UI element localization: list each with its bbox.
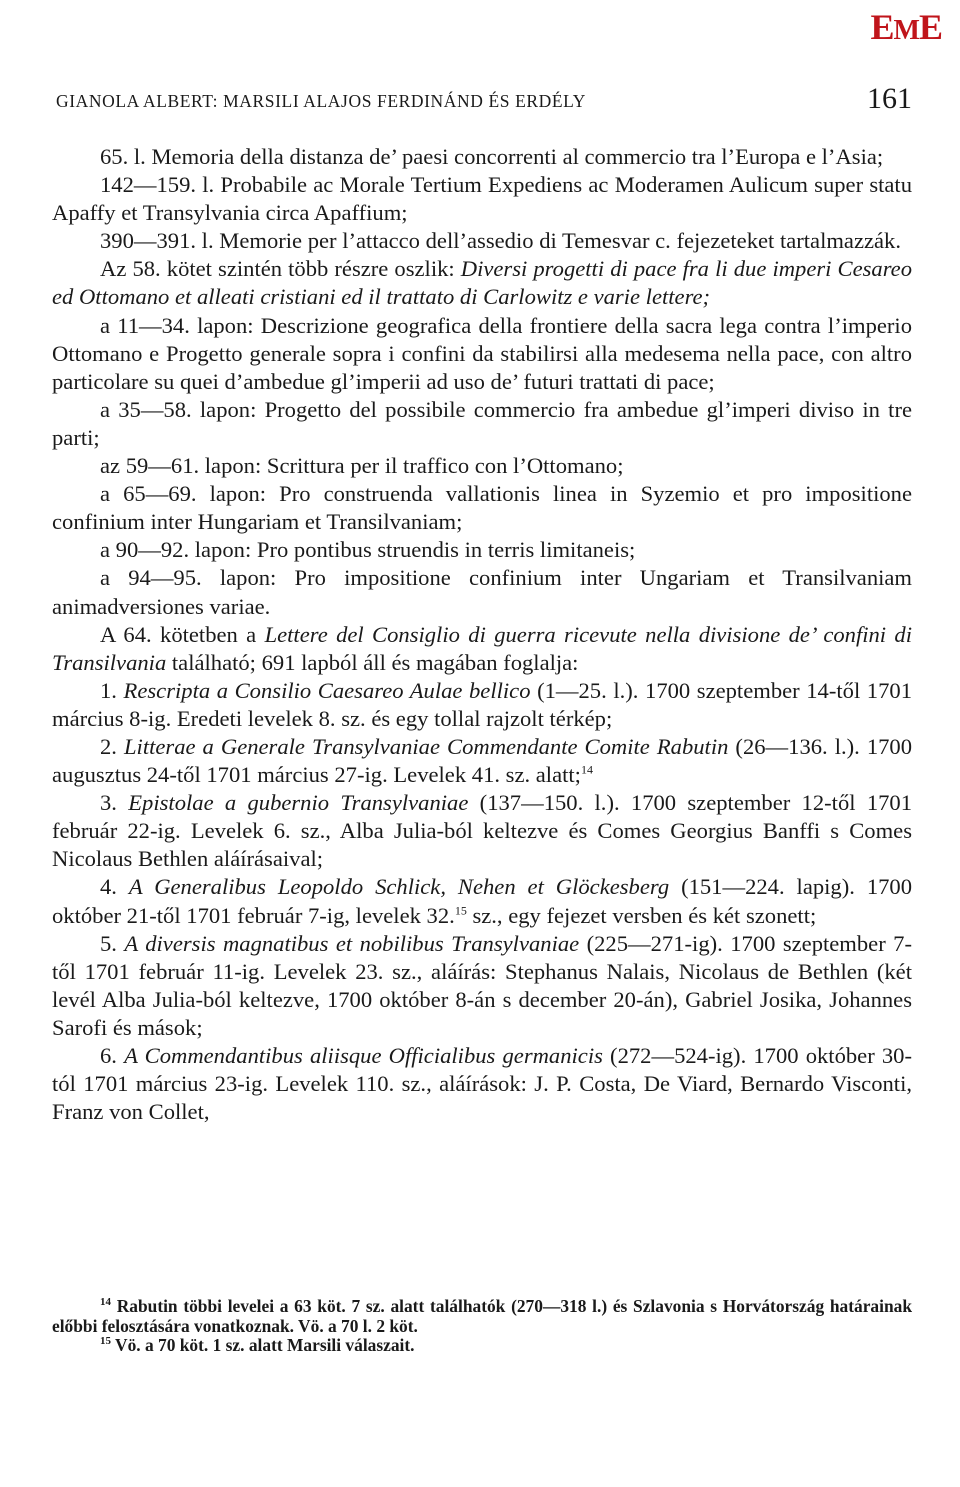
paragraph — [52, 312, 912, 396]
text: a 94—95. lapon: Pro impositione confinium inter Ungariam et Transilvaniam animadversiones variae. — [52, 565, 912, 619]
italic-title: Rescripta a Consilio Caesareo Aulae bellico — [123, 677, 531, 703]
text: a 65—69. lapon: Pro construenda vallationis linea in Syzemio et pro impositione confinium inter Hungariam et Transilvaniam; — [52, 481, 912, 535]
logo-letter-e2: E — [918, 7, 942, 47]
text: 142—159. l. Probabile ac Morale Tertium Expediens ac Moderamen Aulicum super statu Apaffy et Transylvania circa Apaffium; — [52, 172, 912, 226]
italic-title: A Generalibus Leopoldo Schlick, Nehen et Glöckesberg — [128, 874, 670, 900]
paragraph — [52, 536, 912, 564]
paragraph — [52, 789, 912, 873]
italic-title: Litterae a Generale Transylvaniae Commendante Comite Rabutin — [123, 733, 729, 759]
text: (137—150. l.). 1700 szeptember 12-től 1701 február 22-ig. Levelek 6. sz., Alba Julia-ból keltezve és Comes Georgius Banffi s Comes Nicolaus Bethlen aláírásaival; — [52, 790, 913, 872]
text: 390—391. l. Memorie per l’attacco dell’assedio di Temesvar c. fejezeteket tartalmazzák. — [100, 228, 901, 254]
footnote-mark: 14 — [100, 1296, 111, 1309]
paragraph — [52, 480, 912, 536]
running-head — [56, 76, 912, 116]
italic-title: Epistolae a gubernio Transylvaniae — [128, 790, 469, 816]
text: 5. — [100, 930, 125, 956]
text: 1. — [100, 677, 124, 703]
italic-title: A diversis magnatibus et nobilibus Transylvaniae — [124, 930, 580, 956]
footnote-ref[interactable]: 14 — [580, 762, 593, 777]
italic-title: Diversi progetti di pace fra li due imperi Cesareo ed Ottomano et alleati cristiani ed il trattato di Carlowitz e varie lettere; — [52, 256, 912, 310]
footnote — [52, 1336, 912, 1356]
text: a 90—92. lapon: Pro pontibus struendis in terris limitaneis; — [100, 537, 636, 563]
paragraph — [52, 227, 912, 255]
text: 6. — [100, 1043, 125, 1068]
text: (1—25. l.). 1700 szeptember 14-től 1701 március 8-ig. Eredeti levelek 8. sz. és egy tollal rajzolt térkép; — [52, 677, 912, 731]
paragraph — [52, 564, 912, 620]
text: Az 58. kötet szintén több részre oszlik: — [100, 256, 461, 282]
paragraph — [52, 143, 912, 171]
paragraph — [52, 171, 912, 227]
text: (272—524-ig). 1700 október 30-tól 1701 március 23-ig. Levelek 110. sz., aláírások: J. P. Costa, De Viard, Bernardo Visconti, Franz von Collet, — [52, 1043, 913, 1125]
paragraph — [52, 733, 912, 789]
text: (151—224. lapig). 1700 október 21-től 1701 február 7-ig, levelek 32. — [52, 874, 913, 928]
main-text — [52, 143, 912, 1126]
text: A 64. kötetben a — [100, 621, 265, 647]
paragraph — [52, 677, 912, 733]
footnotes — [52, 1297, 912, 1356]
footnote-mark: 15 — [100, 1335, 111, 1348]
paragraph — [52, 930, 912, 1042]
page-number: 161 — [867, 82, 912, 115]
publisher-logo — [871, 6, 942, 48]
running-title: GIANOLA ALBERT: MARSILI ALAJOS FERDINÁND ÉS ERDÉLY — [56, 91, 586, 111]
italic-title: Lettere del Consiglio di guerra ricevute nella divisione de’ confini di Transilvania — [52, 621, 912, 675]
text: (225—271-ig). 1700 szeptember 7-től 1701 február 11-ig. Levelek 23. sz., aláírás: Stephanus Nalais, Nicolaus de Bethlen (két levél Alba Julia-ból keltezve, 1700 október 8-án s december 20-án), Gabriel Josika, Johannes Sarofi és mások; — [52, 930, 912, 1040]
text: található; 691 lapból áll és magában foglalja: — [166, 649, 579, 675]
footnote-ref[interactable]: 15 — [454, 903, 467, 917]
logo-letter-e: E — [870, 7, 894, 47]
paragraph — [52, 1042, 912, 1126]
text: (26—136. l.). 1700 augusztus 24-től 1701 március 27-ig. Levelek 41. sz. alatt; — [52, 733, 913, 788]
text: 4. — [100, 874, 129, 900]
text: a 35—58. lapon: Progetto del possibile commercio fra ambedue gl’imperi diviso in tre parti; — [52, 396, 912, 450]
footnote — [52, 1297, 912, 1336]
paragraph — [52, 621, 912, 677]
paragraph — [52, 396, 912, 452]
italic-title: A Commendantibus aliisque Officialibus germanicis — [124, 1043, 603, 1068]
paragraph — [52, 452, 912, 480]
logo-letter-m: M — [893, 15, 919, 46]
text: 65. l. Memoria della distanza de’ paesi concorrenti al commercio tra l’Europa e l’Asia; — [100, 144, 884, 169]
paragraph — [52, 873, 912, 929]
footnote-text: Vö. a 70 köt. 1 sz. alatt Marsili válaszait. — [111, 1335, 415, 1355]
paragraph — [52, 255, 912, 311]
text: 2. — [100, 733, 124, 759]
text: a 11—34. lapon: Descrizione geografica della frontiere della sacra lega contra l’imperio Ottomano e Progetto generale sopra i confini da stabilirsi alla medesema nella pace, con altro particolare su quei d’ambedue gl’imperii ad uso de’ futuri trattati di pace; — [52, 312, 912, 394]
text: sz., egy fejezet versben és két szonett; — [466, 902, 817, 928]
text: az 59—61. lapon: Scrittura per il traffico con l’Ottomano; — [100, 453, 624, 479]
text: 3. — [100, 790, 129, 816]
footnote-text: Rabutin többi levelei a 63 köt. 7 sz. alatt találhatók (270—318 l.) és Szlavonia s Horvátország határainak előbbi felosztására vonatkoznak. Vö. a 70 l. 2 köt. — [52, 1296, 912, 1336]
